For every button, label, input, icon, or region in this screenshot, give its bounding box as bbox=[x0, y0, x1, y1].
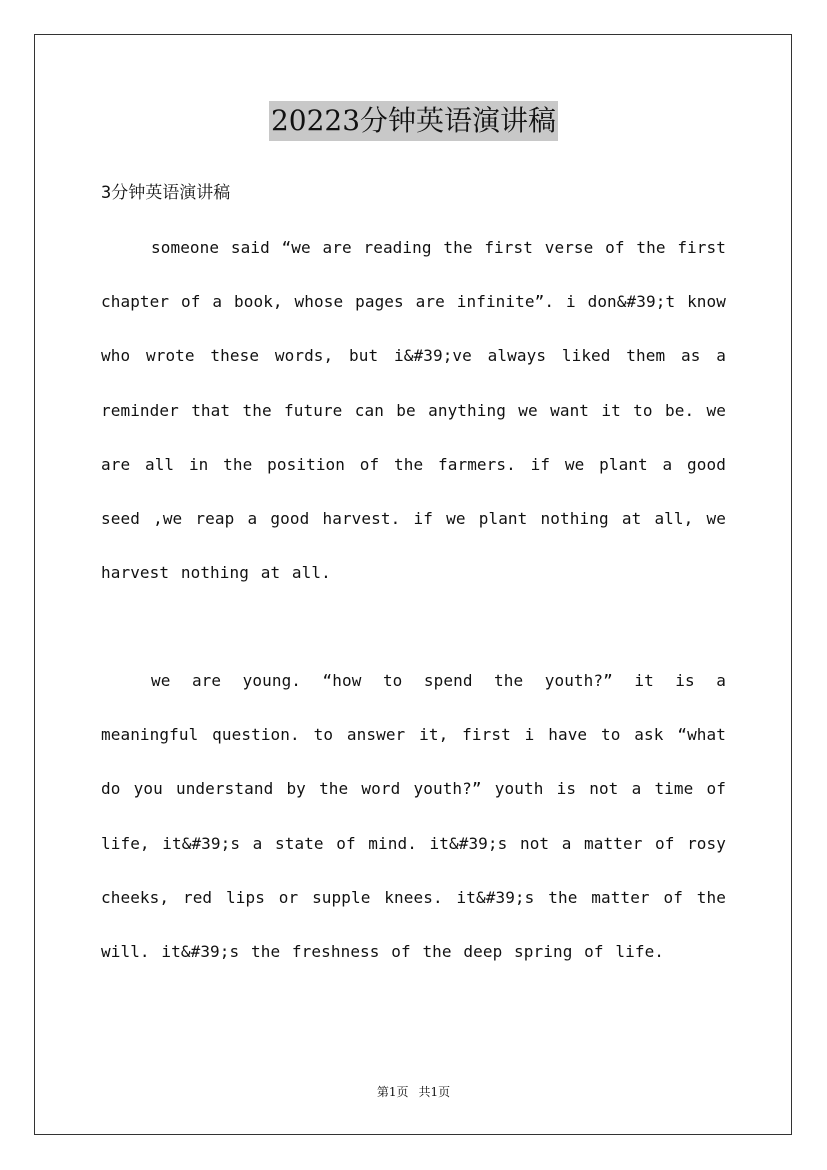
paragraph-2: we are young. “how to spend the youth?” it is a meaningful question. to answer it, first i have to ask “what do you understand by the word youth?” youth is not a time of life, it&#39;s a state of mind. it&#39;s not a matter of rosy cheeks, red lips or supple knees. it&#39;s the matter of the will. it&#39;s the freshness of the deep spring of life. bbox=[101, 671, 726, 962]
document-subtitle: 3分钟英语演讲稿 bbox=[101, 183, 231, 203]
page-number: 第1页 bbox=[376, 1085, 409, 1099]
title-container bbox=[0, 101, 827, 141]
page-footer bbox=[0, 1083, 827, 1101]
paragraph-1: someone said “we are reading the first verse of the first chapter of a book, whose pages are infinite”. i don&#39;t know who wrote these words, but i&#39;ve always liked them as a reminder that the future can be anything we want it to be. we are all in the position of the farmers. if we plant a good seed ,we reap a good harvest. if we plant nothing at all, we harvest nothing at all. bbox=[101, 238, 726, 583]
page-total: 共1页 bbox=[418, 1085, 451, 1099]
document-title: 20223分钟英语演讲稿 bbox=[269, 101, 558, 141]
